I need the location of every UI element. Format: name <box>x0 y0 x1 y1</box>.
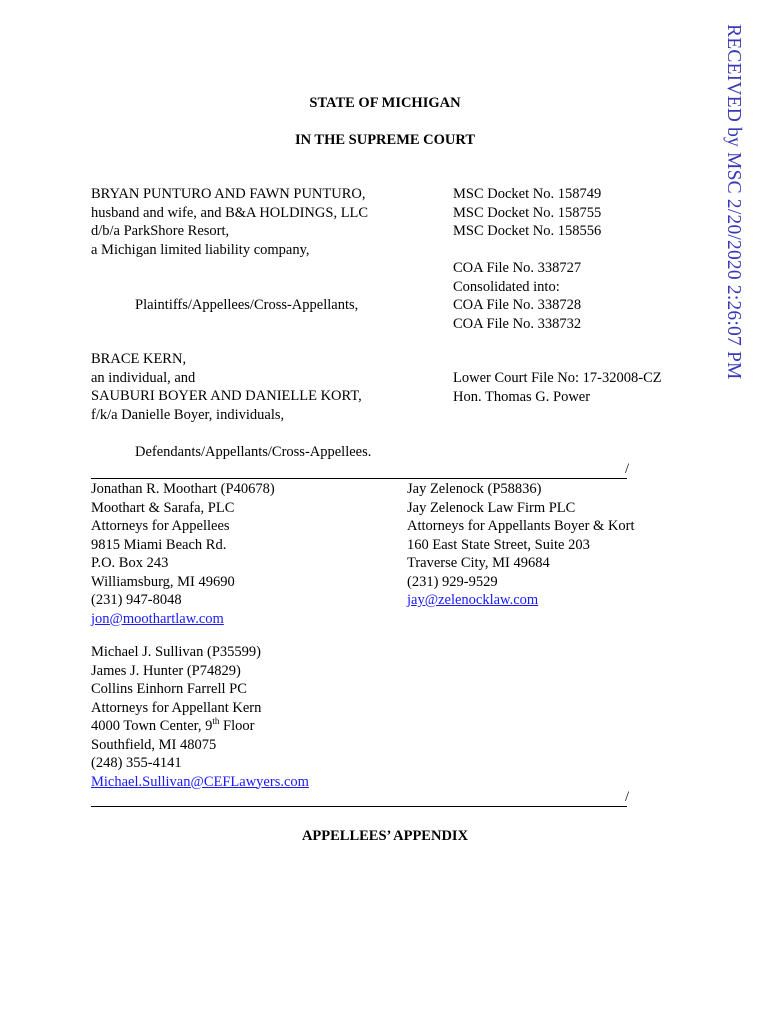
email-link-sullivan[interactable]: Michael.Sullivan@CEFLawyers.com <box>91 773 309 790</box>
coa-file-number: COA File No. 338727 <box>453 260 582 276</box>
counsel-line: P.O. Box 243 <box>91 555 169 571</box>
divider-slash: / <box>625 461 630 477</box>
divider-line <box>91 478 627 479</box>
counsel-line: Attorneys for Appellant Kern <box>91 699 262 716</box>
counsel-appellees <box>91 480 275 628</box>
counsel-address-line <box>91 717 309 736</box>
defendants-line: an individual, and <box>91 369 196 386</box>
counsel-line: Jay Zelenock Law Firm PLC <box>407 499 576 516</box>
divider-slash: / <box>625 789 630 805</box>
counsel-line: Michael J. Sullivan (P35599) <box>91 644 261 660</box>
counsel-line: Traverse City, MI 49684 <box>407 555 550 571</box>
msc-docket-number: MSC Docket No. 158556 <box>453 223 602 239</box>
counsel-line: James J. Hunter (P74829) <box>91 662 241 679</box>
coa-consolidated-label: Consolidated into: <box>453 278 560 295</box>
msc-docket-number: MSC Docket No. 158749 <box>453 186 602 202</box>
defendants-line: f/k/a Danielle Boyer, individuals, <box>91 406 285 423</box>
received-stamp: RECEIVED by MSC 2/20/2020 2:26:07 PM <box>723 24 744 380</box>
counsel-line: Attorneys for Appellants Boyer & Kort <box>407 518 635 534</box>
counsel-line: Attorneys for Appellees <box>91 518 230 534</box>
counsel-line: (231) 947-8048 <box>91 592 182 608</box>
counsel-appellants-boyer-kort <box>407 480 635 610</box>
msc-dockets <box>453 185 601 241</box>
counsel-line: (231) 929-9529 <box>407 573 498 590</box>
lower-court-judge: Hon. Thomas G. Power <box>453 388 591 405</box>
lower-court-info <box>453 369 662 406</box>
lower-court-file: Lower Court File No: 17-32008-CZ <box>453 370 662 386</box>
document-title: APPELLEES’ APPENDIX <box>301 828 469 844</box>
court-heading: IN THE SUPREME COURT <box>294 132 476 148</box>
floor-prefix: 4000 Town Center, 9 <box>91 718 213 734</box>
floor-suffix: Floor <box>219 718 255 734</box>
counsel-line: Jay Zelenock (P58836) <box>407 481 542 497</box>
plaintiffs-line: d/b/a ParkShore Resort, <box>91 223 230 239</box>
coa-file-number: COA File No. 338728 <box>453 297 582 313</box>
counsel-line: Williamsburg, MI 49690 <box>91 573 235 590</box>
counsel-appellant-kern <box>91 643 309 791</box>
email-link-zelenock[interactable]: jay@zelenocklaw.com <box>407 592 539 608</box>
counsel-line: 9815 Miami Beach Rd. <box>91 536 227 553</box>
plaintiffs-line: a Michigan limited liability company, <box>91 241 310 258</box>
floor-ordinal: th <box>212 716 220 727</box>
defendants-caption <box>91 350 362 424</box>
plaintiffs-caption <box>91 185 368 259</box>
counsel-line: Southfield, MI 48075 <box>91 736 217 753</box>
counsel-line: Jonathan R. Moothart (P40678) <box>91 481 275 497</box>
plaintiffs-role: Plaintiffs/Appellees/Cross-Appellants, <box>135 297 359 313</box>
email-link-moothart[interactable]: jon@moothartlaw.com <box>91 610 224 627</box>
counsel-line: Collins Einhorn Farrell PC <box>91 681 247 697</box>
counsel-line: (248) 355-4141 <box>91 755 182 771</box>
defendants-role: Defendants/Appellants/Cross-Appellees. <box>135 444 372 460</box>
counsel-line: 160 East State Street, Suite 203 <box>407 536 590 553</box>
divider-line <box>91 806 627 807</box>
state-heading: STATE OF MICHIGAN <box>309 95 461 111</box>
defendants-line: BRACE KERN, <box>91 351 187 367</box>
coa-files <box>453 259 581 333</box>
coa-file-number: COA File No. 338732 <box>453 315 582 332</box>
defendants-line: SAUBURI BOYER AND DANIELLE KORT, <box>91 388 362 404</box>
plaintiffs-line: BRYAN PUNTURO AND FAWN PUNTURO, <box>91 186 366 202</box>
msc-docket-number: MSC Docket No. 158755 <box>453 204 602 221</box>
plaintiffs-line: husband and wife, and B&A HOLDINGS, LLC <box>91 204 369 221</box>
counsel-line: Moothart & Sarafa, PLC <box>91 499 235 516</box>
